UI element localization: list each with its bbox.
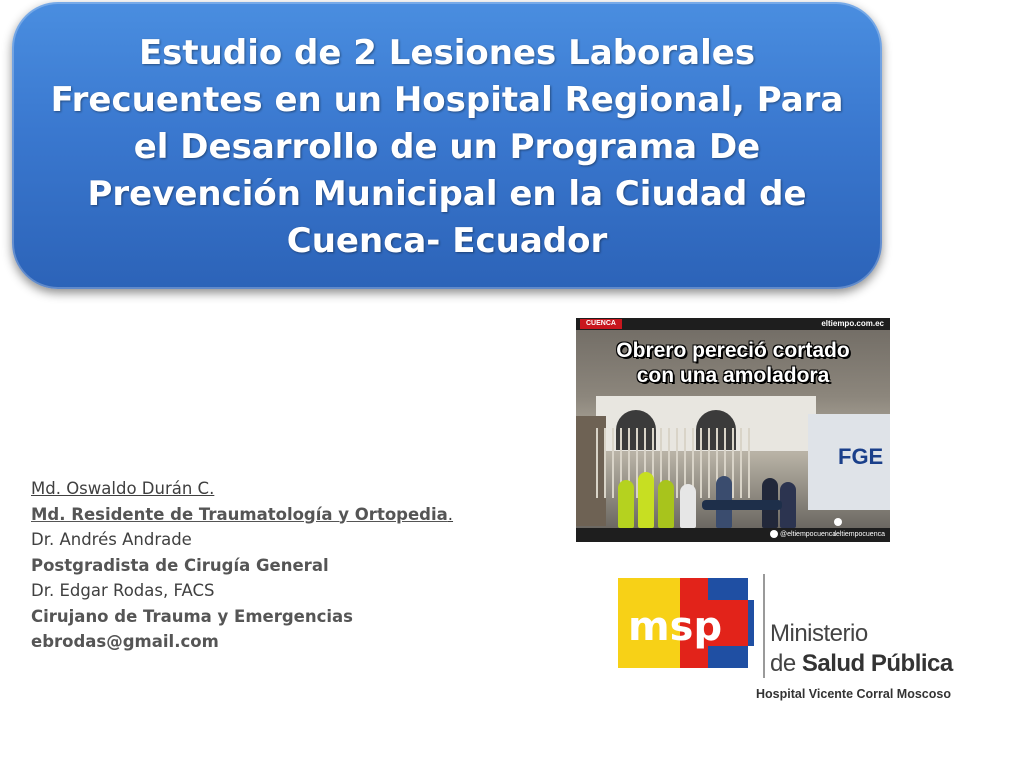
photo-sign-fge: FGE — [838, 444, 884, 469]
news-section-label: CUENCA — [580, 319, 622, 329]
news-facebook-handle — [834, 517, 890, 541]
logo-salud-publica — [770, 650, 953, 678]
author-1-role — [31, 502, 511, 528]
author-2-role: Postgradista de Cirugía General — [31, 555, 329, 575]
news-headline — [576, 338, 890, 388]
news-headline-line2: con una amoladora — [636, 364, 830, 387]
photo-person — [680, 484, 696, 528]
facebook-handle-text: /eltiempocuenca — [834, 531, 885, 538]
photo-stretcher — [702, 500, 782, 510]
author-1-role-text: Md. Residente de Traumatología y Ortopedia — [31, 504, 448, 524]
news-photo — [576, 318, 890, 542]
news-headline-line1: Obrero pereció cortado — [616, 339, 850, 362]
author-email[interactable]: ebrodas@gmail.com — [31, 632, 219, 651]
msp-logo — [616, 570, 976, 710]
author-3-name: Dr. Edgar Rodas, FACS — [31, 581, 215, 600]
logo-divider — [763, 574, 765, 678]
msp-logo-letters: msp — [628, 604, 723, 650]
logo-ministerio: Ministerio — [770, 620, 868, 647]
photo-person — [618, 480, 634, 528]
facebook-icon — [834, 518, 842, 526]
author-2-name: Dr. Andrés Andrade — [31, 530, 192, 549]
logo-salud-text: Salud Pública — [801, 650, 953, 677]
twitter-icon — [770, 530, 778, 538]
photo-person — [658, 480, 674, 528]
title-box — [12, 2, 882, 289]
news-twitter-handle — [770, 529, 836, 541]
logo-hospital-name: Hospital Vicente Corral Moscoso — [756, 687, 951, 701]
twitter-handle-text: @eltiempocuenca — [780, 531, 837, 538]
author-1-name: Md. Oswaldo Durán C. — [31, 479, 215, 498]
logo-de: de — [770, 650, 796, 677]
news-site-label: eltiempo.com.ec — [821, 319, 884, 328]
author-3-role: Cirujano de Trauma y Emergencias — [31, 606, 353, 626]
photo-person — [780, 482, 796, 528]
msp-logo-mark — [616, 570, 754, 676]
slide-title: Estudio de 2 Lesiones Laborales Frecuentes en un Hospital Regional, Para el Desarrollo de un Programa De Prevención Municipal en la Ciudad de Cuenca- Ecuador — [50, 33, 844, 261]
author-1-role-suffix: . — [447, 504, 454, 524]
authors-block — [31, 476, 511, 655]
photo-person — [638, 472, 654, 528]
